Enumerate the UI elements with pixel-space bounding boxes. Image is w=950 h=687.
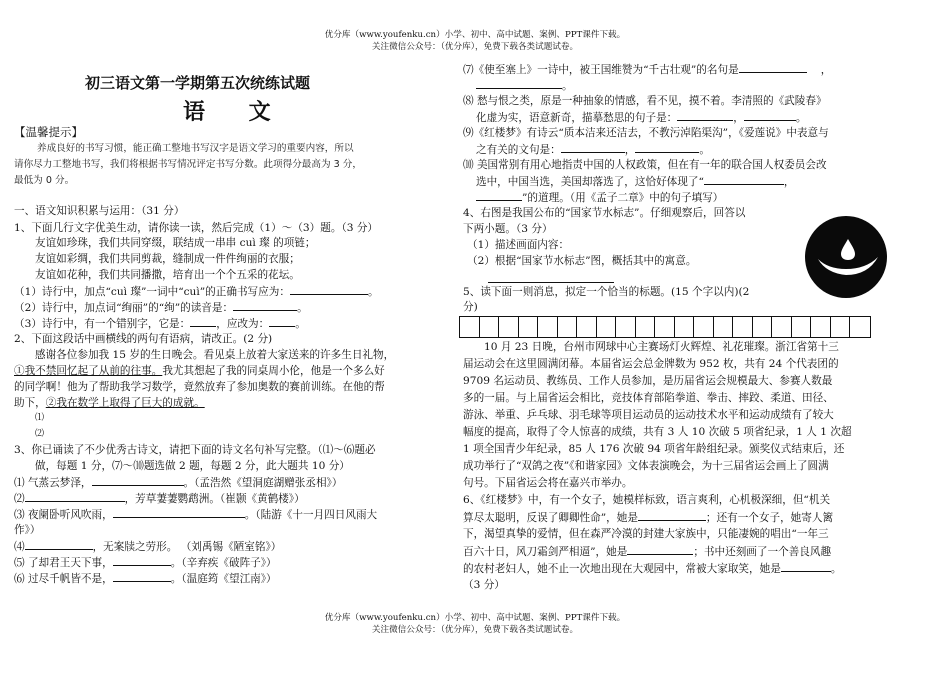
q3-item-2-source: ，芳草萋萋鹦鹉洲。（崔颢《黄鹤楼》） bbox=[124, 493, 305, 505]
q3-item-1 bbox=[14, 475, 342, 492]
grid-cell[interactable] bbox=[655, 317, 675, 337]
q3-item-6 bbox=[14, 571, 277, 588]
page-header bbox=[0, 30, 950, 53]
q1-poem-line-3: 友谊如花种，我们共同播撒，培育出一个个五采的花坛。 bbox=[35, 269, 300, 281]
grid-cell[interactable] bbox=[499, 317, 519, 337]
q2-line-1: 感谢各位参加我 15 岁的生日晚会。看见桌上放着大家送来的许多生日礼物， bbox=[35, 349, 395, 361]
grid-cell[interactable] bbox=[636, 317, 656, 337]
q3-item-5-source: 。（辛弃疾《破阵子》） bbox=[170, 557, 277, 569]
q3-item-10-text-b: ”的道理。（用《孟子二章》中的句子填写） bbox=[522, 192, 724, 204]
answer-blank[interactable] bbox=[561, 142, 625, 153]
q6-line-2-text-b: ；还有一个女子，她寄人篱 bbox=[705, 512, 834, 524]
grid-cell[interactable] bbox=[675, 317, 695, 337]
q4-line-1: 4、右图是我国公布的“国家节水标志”。仔细观察后，回答以 bbox=[463, 207, 746, 219]
answer-blank[interactable] bbox=[476, 78, 562, 89]
q1-sub-3-text: （3）诗行中，有一个错别字，它是： bbox=[14, 318, 191, 330]
q1-sub-1-text: （1）诗行中，加点“cuì 璨”一词中“cuì”的正确书写应为： bbox=[14, 286, 290, 298]
q1-sub-1: （1）诗行中，加点“cuì 璨”一词中“cuì”的正确书写应为： 。 bbox=[14, 286, 379, 298]
q3-item-9-line-1: ⑼《红楼梦》有诗云“质本洁来还洁去，不教污淖陷渠沟”，《爱莲说》中表意与 bbox=[463, 127, 829, 139]
grid-cell[interactable] bbox=[694, 317, 714, 337]
q6-line-1: 6、《红楼梦》中，有一个女子，她模样标致，语言爽利，心机极深细，但“机关 bbox=[463, 494, 831, 506]
q3-item-8-text: 化虚为实，语意新奇，描摹愁思的句子是： bbox=[476, 112, 678, 124]
exam-title: 初三语文第一学期第五次统练试题 bbox=[85, 74, 311, 92]
q2-sentence-2: ②我在数学上取得了巨大的成就。 bbox=[45, 397, 205, 409]
q6-line-4 bbox=[463, 544, 831, 561]
q1-sub-3: （3）诗行中，有一个错别字，它是： ，应改为： 。 bbox=[14, 318, 306, 330]
q2-answer-1-label: ⑴ bbox=[35, 413, 45, 423]
q3-item-6-source: 。（温庭筠《望江南》） bbox=[170, 573, 277, 585]
grid-cell[interactable] bbox=[772, 317, 792, 337]
q6-line-2-text: 算尽太聪明，反误了卿卿性命”，她是 bbox=[463, 512, 638, 524]
q4-sub-2: （2）根据“国家节水标志”图，概括其中的寓意。 bbox=[467, 255, 697, 267]
q3-item-10-line-3 bbox=[476, 190, 723, 207]
q3-item-2 bbox=[14, 491, 305, 508]
section-1-heading: 一、语文知识积累与运用：（31 分） bbox=[14, 205, 185, 217]
answer-blank[interactable] bbox=[233, 300, 297, 311]
answer-blank[interactable] bbox=[269, 316, 295, 327]
q2-line-4 bbox=[14, 396, 205, 412]
answer-blank[interactable] bbox=[635, 142, 699, 153]
answer-blank[interactable] bbox=[488, 272, 614, 283]
footer-line-1: 优分库（www.youfenku.cn）小学、初中、高中试题、案例、PPT课件下载。 bbox=[324, 613, 626, 623]
q6-line-4-text: 百六十日，风刀霜剑严相逼”，她是 bbox=[463, 546, 628, 558]
grid-cell[interactable] bbox=[538, 317, 558, 337]
q2-line-2 bbox=[14, 364, 385, 380]
q5-stem-2: 分) bbox=[463, 301, 478, 313]
q3-item-3-cont: 作》） bbox=[14, 524, 41, 536]
water-saving-emblem-icon bbox=[804, 215, 888, 299]
q3-stem-2: 做，每题 1 分，⑺～⑽题选做 2 题，每题 2 分，此大题共 10 分） bbox=[35, 460, 350, 472]
answer-blank[interactable] bbox=[704, 174, 784, 185]
grid-cell[interactable] bbox=[577, 317, 597, 337]
q3-item-3 bbox=[14, 507, 377, 524]
q3-item-5 bbox=[14, 555, 277, 572]
q3-item-6-text: ⑹ 过尽千帆皆不是， bbox=[14, 573, 113, 585]
q3-item-10-line-2: 选中，中国当选，美国却落选了，这恰好体现了“ ， bbox=[476, 176, 795, 188]
q3-item-2-text: ⑵ bbox=[14, 493, 25, 505]
q6-line-3: 下，渴望真挚的爱情，但在森严冷漠的封建大家族中，只能凄婉的唱出“一年三 bbox=[463, 528, 829, 540]
grid-cell[interactable] bbox=[460, 317, 480, 337]
grid-cell[interactable] bbox=[597, 317, 617, 337]
answer-blank[interactable] bbox=[744, 110, 796, 121]
q2-sentence-1: ①我不禁回忆起了从前的往事。 bbox=[14, 365, 163, 377]
q5-news-line-3: 9709 名运动员、教练员、工作人员参加，是历届省运会规模最大、参赛人数最 bbox=[463, 375, 833, 387]
q4-sub-1: （1）描述画面内容： bbox=[467, 239, 570, 251]
footer-line-2: 关注微信公众号：（优分库），免费下载各类试题试卷。 bbox=[371, 624, 579, 635]
q3-item-10-text: 选中，中国当选，美国却落选了，这恰好体现了“ bbox=[476, 176, 704, 188]
q5-news-line-4: 多的一届。与上届省运会相比，竞技体育部陷拳道、拳击、摔跤、柔道、田径、 bbox=[463, 392, 834, 404]
q1-stem: 1、下面几行文字优美生动，请你读一读，然后完成（1）～（3）题。（3 分） bbox=[14, 222, 379, 234]
q3-item-4-text: ⑷ bbox=[14, 541, 25, 553]
answer-blank[interactable] bbox=[638, 510, 706, 521]
answer-blank[interactable] bbox=[476, 190, 522, 201]
answer-blank[interactable] bbox=[113, 555, 171, 566]
answer-blank[interactable] bbox=[113, 507, 245, 518]
q3-item-9-text: 之有关的文句是： bbox=[476, 144, 561, 156]
answer-blank[interactable] bbox=[627, 544, 693, 555]
answer-blank[interactable] bbox=[290, 284, 368, 295]
answer-blank[interactable] bbox=[739, 62, 807, 73]
answer-blank[interactable] bbox=[781, 561, 831, 572]
q1-sub-2: （2）诗行中，加点词“绚丽”的“绚”的读音是： 。 bbox=[14, 302, 308, 314]
answer-blank[interactable] bbox=[92, 475, 184, 486]
q3-item-5-text: ⑸ 了却君王天下事， bbox=[14, 557, 113, 569]
tip-line-2: 请你尽力工整地书写，我们将根据书写情况评定书写分数。此项得分最高为 3 分， bbox=[14, 159, 362, 170]
q5-news-line-6: 幅度的提高，取得了令人惊喜的成绩，共有 3 人 10 次破 5 项省纪录，1 人 1 次超 bbox=[463, 426, 852, 438]
q5-news-line-2: 届运动会在这里圆满闭幕。本届省运会总金牌数为 952 枚，共有 24 个代表团的 bbox=[463, 358, 839, 370]
header-line-1: 优分库（www.youfenku.cn）小学、初中、高中试题、案例、PPT课件下载。 bbox=[324, 30, 626, 40]
q1-poem-line-1: 友谊如珍珠，我们共同穿缀，联结成一串串 cuì 璨 的项链； bbox=[35, 237, 316, 249]
grid-cell[interactable] bbox=[480, 317, 500, 337]
grid-cell[interactable] bbox=[831, 317, 851, 337]
q6-line-5-text: 的农村老妇人，她不止一次地出现在大观园中，常被大家取笑，她是 bbox=[463, 563, 781, 575]
grid-cell[interactable] bbox=[811, 317, 831, 337]
q3-item-4 bbox=[14, 539, 281, 556]
q1-poem-line-2: 友谊如彩绸，我们共同剪裁，缝制成一件件绚丽的衣服； bbox=[35, 253, 300, 265]
q3-item-3-text: ⑶ 夜阑卧听风吹雨， bbox=[14, 509, 113, 521]
grid-cell[interactable] bbox=[714, 317, 734, 337]
q4-line-2: 下两小题。（3 分） bbox=[463, 223, 553, 235]
answer-blank[interactable] bbox=[190, 316, 216, 327]
grid-cell[interactable] bbox=[753, 317, 773, 337]
q6-line-2 bbox=[463, 510, 833, 527]
q2-line-3: 的同学啊！他为了帮助我学习数学，竟然放弃了参加奥数的赛前训练。在他的帮 bbox=[14, 381, 385, 393]
q6-line-4-text-b: ；书中还刻画了一个善良风趣 bbox=[693, 546, 832, 558]
q5-news-line-5: 游泳、举重、乒乓球、羽毛球等项目运动员的运动技术水平和运动成绩有了较大 bbox=[463, 409, 834, 421]
q5-news-line-1: 10 月 23 日晚，台州市网球中心主赛场灯火辉煌、礼花璀璨。浙江省第十三 bbox=[484, 341, 839, 353]
q2-line-2-text: 我尤其想起了我的同桌周小伦，他是一个多么好 bbox=[162, 365, 385, 377]
grid-cell[interactable] bbox=[733, 317, 753, 337]
q6-line-5: 的农村老妇人，她不止一次地出现在大观园中，常被大家取笑，她是 。 bbox=[463, 563, 842, 575]
title-answer-grid[interactable] bbox=[459, 316, 871, 338]
q6-points: （3 分） bbox=[463, 579, 505, 591]
tip-heading: 【温馨提示】 bbox=[14, 125, 83, 139]
q3-item-1-source: 。（孟浩然《望洞庭湖赠张丞相》） bbox=[183, 477, 343, 489]
q3-stem-1: 3、你已诵读了不少优秀古诗文，请把下面的诗文名句补写完整。（⑴～⑹题必 bbox=[14, 444, 376, 456]
grid-cell[interactable] bbox=[519, 317, 539, 337]
q2-answer-2-label: ⑵ bbox=[35, 429, 45, 439]
grid-cell[interactable] bbox=[792, 317, 812, 337]
q3-item-7-cont: 。 bbox=[476, 78, 573, 95]
q2-stem: 2、下面这段话中画横线的两句有语病，请改正。(2 分) bbox=[14, 333, 273, 345]
q3-item-9-line-2: 之有关的文句是： ， 。 bbox=[476, 144, 710, 156]
q3-item-7-text: ⑺《使至塞上》一诗中，被王国维赞为“千古壮观”的名句是 bbox=[463, 64, 739, 76]
answer-blank[interactable] bbox=[25, 539, 93, 550]
q1-sub-3-text-b: ，应改为： bbox=[216, 318, 270, 330]
q3-item-1-text: ⑴ 气蒸云梦泽， bbox=[14, 477, 92, 489]
grid-cell[interactable] bbox=[616, 317, 636, 337]
answer-blank[interactable] bbox=[25, 491, 125, 502]
q5-news-line-7: 1 项全国青少年纪录，85 人 176 次破 94 项省年龄组纪录。颁奖仪式结束后，还 bbox=[463, 443, 845, 455]
q5-news-line-9: 句号。下届省运会将在嘉兴市举办。 bbox=[463, 477, 633, 489]
answer-blank[interactable] bbox=[113, 571, 171, 582]
q3-item-8-line-1: ⑻ 愁与恨之类，原是一种抽象的情感，看不见，摸不着。李清照的《武陵春》 bbox=[463, 95, 827, 107]
q3-item-7-comma: ， bbox=[820, 64, 832, 76]
tip-line-1: 养成良好的书写习惯，能正确工整地书写汉字是语文学习的重要内容，所以 bbox=[37, 143, 354, 154]
page-footer bbox=[0, 613, 950, 636]
subject-title: 语 文 bbox=[183, 99, 289, 125]
q5-news-line-8: 成功举行了“双鸽之夜”《和谐家园》文体表演晚会，为十三届省运会画上了圆满 bbox=[463, 460, 829, 472]
tip-line-3: 最低为 0 分。 bbox=[14, 175, 75, 186]
q3-item-10-line-1: ⑽ 美国常别有用心地指责中国的人权政策，但在有一年的联合国人权委员会改 bbox=[463, 159, 827, 171]
grid-cell[interactable] bbox=[850, 317, 870, 337]
header-line-2: 关注微信公众号：（优分库），免费下载各类试题试卷。 bbox=[371, 41, 579, 52]
q5-stem-1: 5、读下面一则消息，拟定一个恰当的标题。(15 个字以内)(2 bbox=[463, 286, 750, 298]
grid-cell[interactable] bbox=[558, 317, 578, 337]
q2-line-4-text: 助下， bbox=[14, 397, 46, 409]
q3-item-7 bbox=[463, 62, 831, 79]
answer-blank[interactable] bbox=[677, 110, 733, 121]
q3-item-8-line-2: 化虚为实，语意新奇，描摹愁思的句子是： ， 。 bbox=[476, 112, 807, 124]
q1-sub-2-text: （2）诗行中，加点词“绚丽”的“绚”的读音是： bbox=[14, 302, 234, 314]
q3-item-4-source: ，无案牍之劳形。 （刘禹锡《陋室铭》） bbox=[92, 541, 282, 553]
q3-item-3-source: 。（陆游《十一月四日风雨大 bbox=[244, 509, 378, 521]
